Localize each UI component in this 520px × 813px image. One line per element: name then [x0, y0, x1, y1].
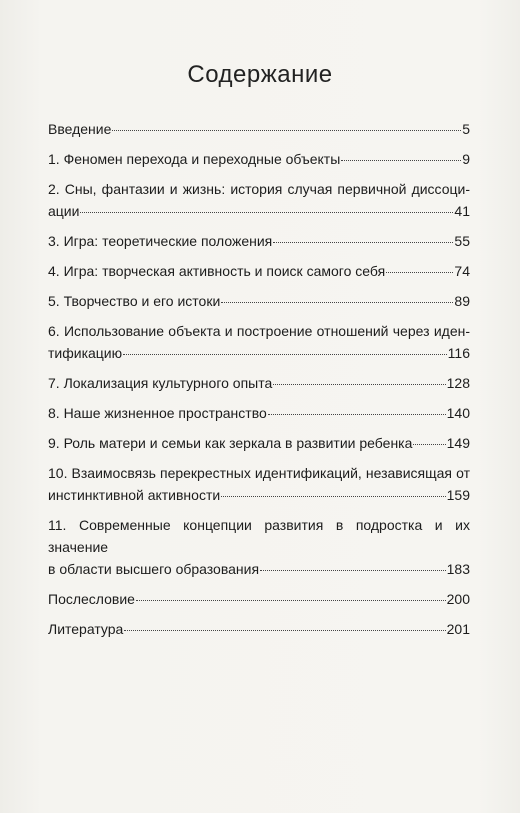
toc-entry-row — [48, 558, 470, 580]
toc-entry-page-number: 183 — [446, 561, 470, 577]
toc-entry-line: 2. Сны, фантазии и жизнь: история случая первичной диссоци- — [48, 181, 470, 197]
dot-leader — [413, 444, 445, 445]
toc-entry-page-number: 55 — [454, 233, 470, 249]
toc-entry-title: инстинктивной активности — [48, 487, 221, 503]
dot-leader — [136, 600, 446, 601]
toc-entry-page-number: 74 — [454, 263, 470, 279]
toc-entry — [48, 514, 470, 580]
toc-entry-row — [48, 230, 470, 252]
toc-entry — [48, 588, 470, 610]
toc-entry — [48, 432, 470, 454]
toc-entry-page-number: 149 — [446, 435, 470, 451]
toc-entry-row — [48, 618, 470, 640]
dot-leader — [260, 570, 446, 571]
toc-entry — [48, 462, 470, 506]
table-of-contents — [48, 118, 470, 648]
toc-entry — [48, 230, 470, 252]
dot-leader — [124, 630, 445, 631]
toc-entry-page-number: 200 — [446, 591, 470, 607]
toc-entry-title: Литература — [48, 621, 124, 637]
dot-leader — [112, 130, 461, 131]
toc-entry — [48, 260, 470, 282]
toc-entry-page-number: 5 — [462, 121, 470, 137]
toc-entry-row — [48, 484, 470, 506]
toc-entry-page-number: 116 — [447, 345, 470, 361]
toc-entry-title: тификацию — [48, 345, 123, 361]
dot-leader — [273, 384, 445, 385]
dot-leader — [341, 160, 461, 161]
page-title: Содержание — [187, 61, 333, 88]
toc-entry-title: Послесловие — [48, 591, 135, 607]
toc-entry-row — [48, 200, 470, 222]
toc-entry-page-number: 9 — [462, 151, 470, 167]
toc-entry-row — [48, 118, 470, 140]
toc-entry-page-number: 89 — [454, 293, 470, 309]
dot-leader — [273, 242, 453, 243]
dot-leader — [80, 212, 453, 213]
toc-entry — [48, 148, 470, 170]
toc-entry-page-number: 201 — [446, 621, 470, 637]
toc-entry-row — [48, 402, 470, 424]
toc-entry — [48, 178, 470, 222]
toc-entry-title: 7. Локализация культурного опыта — [48, 375, 273, 391]
toc-entry-row — [48, 260, 470, 282]
toc-entry — [48, 290, 470, 312]
toc-entry-line: 6. Использование объекта и построение отношений через иден- — [48, 323, 470, 339]
toc-entry-title: 4. Игра: творческая активность и поиск самого себя — [48, 263, 386, 279]
dot-leader — [221, 302, 453, 303]
toc-entry-title: 3. Игра: теоретические положения — [48, 233, 273, 249]
toc-entry-title: Введение — [48, 121, 112, 137]
toc-entry-row — [48, 432, 470, 454]
toc-entry-page-number: 140 — [446, 405, 470, 421]
toc-entry-line: 10. Взаимосвязь перекрестных идентификаций, независящая от — [48, 465, 470, 481]
toc-entry — [48, 618, 470, 640]
dot-leader — [268, 414, 446, 415]
toc-entry-title: ации — [48, 203, 80, 219]
toc-entry-title: в области высшего образования — [48, 561, 260, 577]
toc-entry-title: 9. Роль матери и семьи как зеркала в развитии ребенка — [48, 435, 413, 451]
toc-entry — [48, 402, 470, 424]
toc-entry-title: 8. Наше жизненное пространство — [48, 405, 267, 421]
toc-entry — [48, 372, 470, 394]
toc-entry-row — [48, 290, 470, 312]
dot-leader — [221, 496, 445, 497]
toc-entry-page-number: 41 — [454, 203, 470, 219]
toc-entry-page-number: 128 — [446, 375, 470, 391]
toc-entry — [48, 320, 470, 364]
toc-entry-row — [48, 342, 470, 364]
toc-entry-row — [48, 588, 470, 610]
toc-entry-title: 5. Творчество и его истоки — [48, 293, 221, 309]
toc-entry-page-number: 159 — [446, 487, 470, 503]
toc-entry-row — [48, 148, 470, 170]
dot-leader — [386, 272, 453, 273]
toc-entry-line: 11. Современные концепции развития в подростка и их значение — [48, 517, 470, 555]
toc-entry-row — [48, 372, 470, 394]
toc-entry-title: 1. Феномен перехода и переходные объекты — [48, 151, 341, 167]
toc-entry — [48, 118, 470, 140]
dot-leader — [123, 354, 447, 355]
